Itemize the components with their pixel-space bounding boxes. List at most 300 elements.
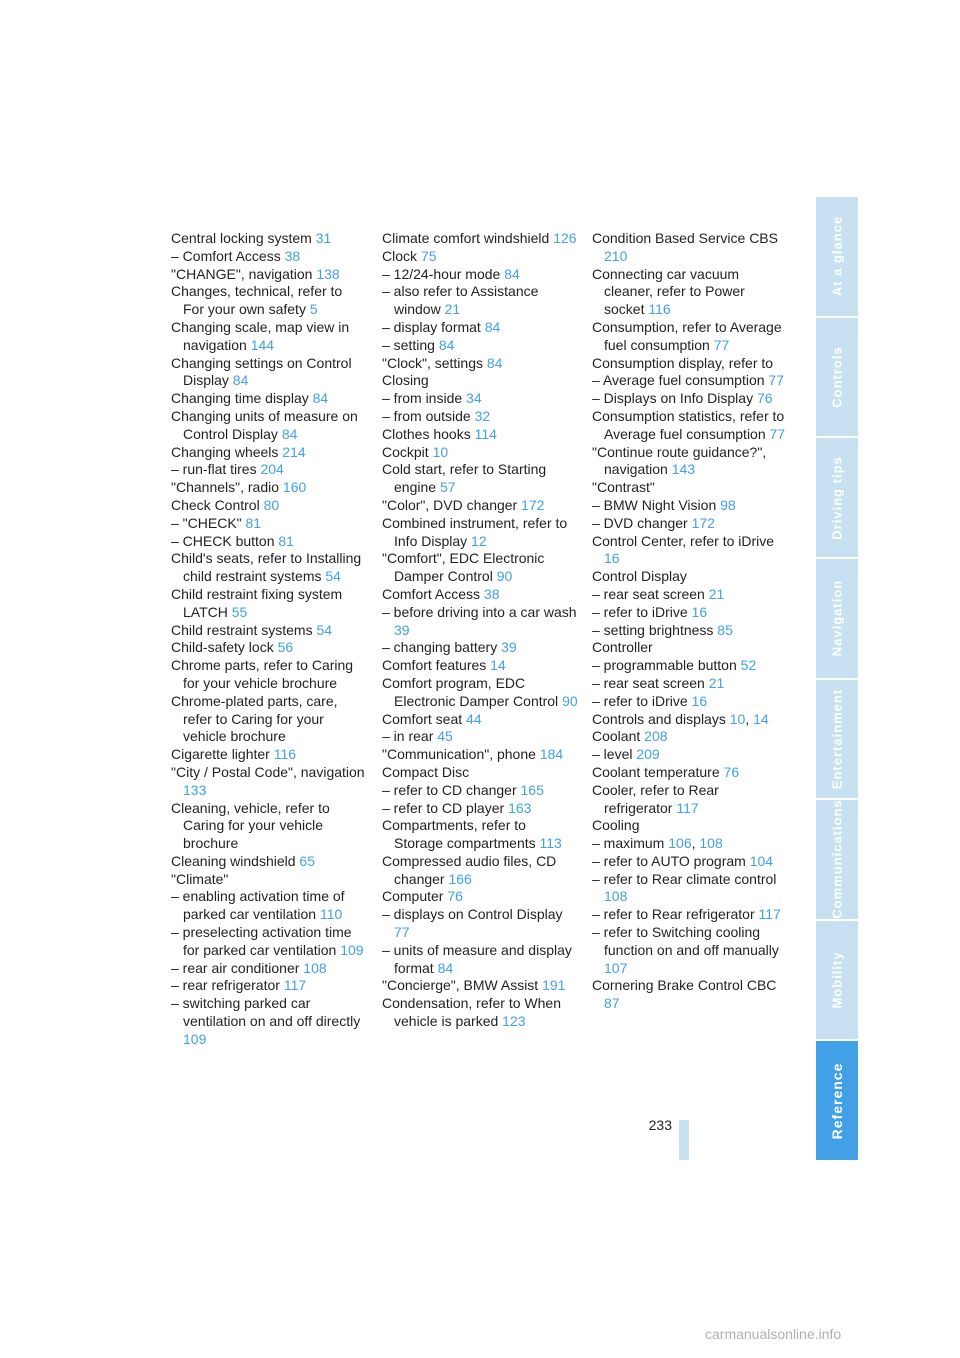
index-entry [382, 319, 578, 337]
index-entry-text: – units of measure and display format [382, 941, 572, 976]
index-entry-text: Chrome parts, refer to Caring for your vehicle brochure [171, 657, 354, 691]
index-entry-text: Coolant temperature [592, 763, 720, 780]
index-entry-text: – refer to CD player [382, 799, 505, 816]
index-entry [382, 604, 578, 640]
index-entry-text: – enabling activation time of parked car ventilation [171, 888, 345, 923]
page-reference-link[interactable]: 56 [277, 639, 294, 656]
nav-tab-label: Navigation [829, 579, 845, 657]
index-entry-text: – Displays on Info Display [592, 390, 754, 407]
index-entry-text: – programmable button [592, 657, 737, 674]
index-entry-text: – before driving into a car wash [382, 603, 577, 620]
index-entry [382, 372, 578, 390]
index-entry [382, 817, 578, 853]
index-entry-text: – run-flat tires [171, 461, 257, 478]
nav-tab-communications[interactable] [816, 800, 858, 919]
index-entry-text: – Average fuel consumption [592, 372, 765, 389]
index-entry [171, 550, 367, 586]
index-entry [382, 995, 578, 1031]
index-entry [171, 479, 367, 497]
section-nav [816, 197, 858, 1160]
index-entry-text: Child-safety lock [171, 639, 274, 656]
index-entry [592, 622, 788, 640]
index-entry [171, 408, 367, 444]
page-reference-link[interactable]: 76 [723, 763, 740, 780]
page-reference-link[interactable]: 12 [471, 532, 487, 549]
index-entry [592, 444, 788, 480]
page-reference-link[interactable]: 104 [749, 852, 774, 869]
index-entry-text: Coolant [592, 728, 641, 745]
index-entry [171, 248, 367, 266]
index-entry-text: – 12/24-hour mode [382, 265, 501, 282]
nav-tab-mobility[interactable] [816, 921, 858, 1040]
index-entry [592, 390, 788, 408]
page-reference-link[interactable]: 81 [278, 532, 294, 549]
index-entry [592, 408, 788, 444]
index-entry [382, 675, 578, 711]
index-entry [382, 550, 578, 586]
page-reference-link[interactable]: 114 [474, 425, 497, 442]
page-reference-link[interactable]: 84 [312, 390, 329, 407]
nav-tab-label: Entertainment [829, 688, 845, 790]
page-reference-link[interactable]: 113 [539, 835, 562, 852]
index-entry [171, 444, 367, 462]
index-entry [382, 800, 578, 818]
page-number: 233 [648, 1117, 672, 1133]
index-entry-text: Changing units of measure on Control Display [171, 407, 358, 442]
index-entry-text: Comfort program, EDC Electronic Damper Control [382, 674, 559, 709]
page-reference-link[interactable]: 54 [325, 568, 341, 585]
index-entry-text: Comfort features [382, 657, 487, 674]
index-entry-text: – displays on Control Display [382, 906, 563, 923]
page-reference-link[interactable]: 85 [717, 621, 733, 638]
index-entry [592, 266, 788, 319]
index-entry [592, 675, 788, 693]
index-entry-text: Chrome-plated parts, care, refer to Caring for your vehicle brochure [171, 692, 338, 745]
page-reference-link[interactable]: 31 [315, 230, 332, 246]
page-reference-link[interactable]: 14 [490, 657, 506, 674]
index-entry [171, 693, 367, 746]
index-entry [592, 533, 788, 569]
index-entry-text: – refer to AUTO program [592, 852, 746, 869]
index-entry-text: – Comfort Access [171, 247, 281, 264]
index-entry-text: Condition Based Service CBS [592, 230, 778, 246]
index-column-1 [171, 230, 367, 1049]
index-entry-text: – refer to iDrive [592, 603, 688, 620]
page-reference-link[interactable]: 138 [316, 265, 340, 282]
index-entry [171, 586, 367, 622]
index-entry-text: Consumption, refer to Average fuel consumption [592, 318, 782, 353]
index-entry [382, 728, 578, 746]
index-entry [382, 230, 578, 248]
index-entry [382, 426, 578, 444]
nav-tab-label: Reference [829, 1062, 845, 1140]
index-entry-text: "Communication", phone [382, 746, 536, 763]
index-entry [592, 746, 788, 764]
index-entry [592, 871, 788, 907]
index-entry [171, 622, 367, 640]
nav-tab-label: Controls [829, 346, 845, 408]
page-reference-link[interactable]: 84 [281, 425, 298, 442]
page-reference-link[interactable]: 210 [604, 247, 628, 264]
nav-tab-label: Driving tips [829, 455, 845, 540]
page-reference-link[interactable]: 84 [438, 336, 455, 353]
page-reference-link[interactable]: 191 [542, 977, 566, 994]
index-entry [382, 906, 578, 942]
index-entry-text: Clothes hooks [382, 425, 471, 442]
index-entry-text: – BMW Night Vision [592, 496, 717, 513]
index-entry [171, 924, 367, 960]
page-reference-link[interactable]: 54 [316, 621, 333, 638]
page-reference-link[interactable]: 144 [250, 336, 275, 353]
index-entry [171, 995, 367, 1048]
index-entry [382, 888, 578, 906]
index-entry [171, 515, 367, 533]
page-reference-link[interactable]: 81 [245, 514, 262, 531]
index-entry-text: – display format [382, 318, 481, 335]
index-entry [592, 497, 788, 515]
index-entry [592, 568, 788, 586]
index-entry-text: – in rear [382, 728, 434, 745]
index-entry-text: Closing [382, 372, 429, 389]
page-reference-link[interactable]: 84 [504, 265, 520, 282]
index-entry-text: – rear refrigerator [171, 977, 280, 994]
index-entry [382, 266, 578, 284]
page-reference-link[interactable]: 117 [758, 906, 781, 923]
index-entry [382, 746, 578, 764]
page-reference-link[interactable]: 45 [437, 728, 453, 745]
index-entry-text: Changing scale, map view in navigation [171, 318, 350, 353]
index-entry-text: Check Control [171, 496, 260, 513]
page-reference-link[interactable]: 133 [183, 781, 207, 798]
index-entry [592, 764, 788, 782]
index-entry-text: "Climate" [171, 870, 229, 887]
index-entry: – maximum 106, 108 [592, 835, 723, 852]
index-entry-text: – also refer to Assistance window [382, 283, 539, 318]
page-reference-link[interactable]: 108 [604, 888, 628, 905]
index-entry: Controls and displays 10, 14 [592, 710, 769, 727]
index-entry-text: Cooler, refer to Rear refrigerator [592, 781, 719, 816]
index-entry [171, 639, 367, 657]
page-reference-link[interactable]: 75 [420, 247, 437, 264]
page-reference-link[interactable]: 16 [691, 692, 708, 709]
index-entry [592, 853, 788, 871]
page-reference-link[interactable]: 165 [520, 781, 544, 798]
index-entry [171, 853, 367, 871]
index-entry [171, 977, 367, 995]
index-entry-text: Consumption display, refer to [592, 354, 774, 371]
page-reference-link[interactable]: 184 [539, 746, 564, 763]
nav-tab-label: Mobility [829, 951, 845, 1009]
page-reference-link[interactable]: 163 [508, 799, 532, 816]
index-column-3 [592, 230, 788, 1013]
index-entry [171, 871, 367, 889]
index-entry-text: Comfort seat [382, 710, 463, 727]
index-entry-text: – rear seat screen [592, 585, 705, 602]
index-entry [382, 977, 578, 995]
index-entry-text: Compressed audio files, CD changer [382, 852, 557, 887]
index-entry-text: Control Center, refer to iDrive [592, 532, 775, 549]
index-entry [592, 319, 788, 355]
page-reference-link[interactable]: 21 [708, 674, 725, 691]
page-reference-link[interactable]: 108 [303, 959, 327, 976]
index-entry-text: Compartments, refer to Storage compartments [382, 817, 536, 852]
index-entry-text: Child restraint systems [171, 621, 313, 638]
page-reference-link[interactable]: 44 [466, 710, 482, 727]
index-entry [592, 639, 788, 657]
index-entry-text: Connecting car vacuum cleaner, refer to Power socket [592, 265, 745, 318]
index-entry-text: Combined instrument, refer to Info Display [382, 514, 568, 549]
index-entry-text: Compact Disc [382, 763, 470, 780]
index-entry [382, 711, 578, 729]
index-entry [382, 853, 578, 889]
nav-tab-driving-tips[interactable] [816, 438, 858, 557]
page-reference-link[interactable]: 108 [699, 835, 723, 852]
index-entry [592, 372, 788, 390]
index-entry [592, 728, 788, 746]
index-entry-text: – rear seat screen [592, 674, 705, 691]
page-reference-link[interactable]: 208 [644, 728, 668, 745]
page-reference-link[interactable]: 166 [448, 870, 472, 887]
index-entry-text: – level [592, 746, 633, 763]
page-reference-link[interactable]: 106 [668, 835, 692, 852]
page-reference-link[interactable]: 32 [474, 407, 491, 424]
index-entry-text: – refer to Rear climate control [592, 870, 777, 887]
index-entry-text: Changing wheels [171, 443, 279, 460]
index-entry-text: Comfort Access [382, 585, 481, 602]
index-entry [382, 942, 578, 978]
index-entry-text: – setting [382, 336, 435, 353]
page-reference-link[interactable]: 77 [769, 425, 786, 442]
index-entry-text: – "CHECK" [171, 514, 242, 531]
page-reference-link[interactable]: 16 [604, 550, 620, 567]
index-entry-text: – DVD changer [592, 514, 688, 531]
page-reference-link[interactable]: 98 [720, 496, 736, 513]
index-entry-text: Climate comfort windshield [382, 230, 550, 246]
page-reference-link[interactable]: 84 [484, 318, 501, 335]
index-entry [382, 390, 578, 408]
index-entry-text: Central locking system [171, 230, 312, 246]
index-entry [592, 924, 788, 977]
index-entry-text: Controller [592, 639, 653, 656]
index-entry [382, 408, 578, 426]
page-reference-link[interactable]: 10 [729, 710, 746, 727]
page-number-tab [679, 1120, 689, 1160]
index-entry-text: "Continue route guidance?", navigation [592, 443, 767, 478]
page-reference-link[interactable]: 14 [753, 710, 769, 727]
page-reference-link[interactable]: 21 [708, 585, 725, 602]
index-entry-text: Changing settings on Control Display [171, 354, 352, 389]
page-reference-link[interactable]: 76 [447, 888, 463, 905]
page-reference-link[interactable]: 76 [756, 390, 773, 407]
index-entry-text: Computer [382, 888, 444, 905]
page-reference-link[interactable]: 80 [263, 496, 280, 513]
page-reference-link[interactable]: 126 [553, 230, 577, 246]
index-entry [592, 515, 788, 533]
page-reference-link[interactable]: 116 [648, 301, 671, 318]
index-entry [171, 266, 367, 284]
index-entry [382, 444, 578, 462]
page-reference-link[interactable]: 57 [439, 479, 456, 496]
index-entry [382, 461, 578, 497]
page-reference-link[interactable]: 34 [466, 390, 482, 407]
nav-tab-entertainment[interactable] [816, 680, 858, 799]
index-entry [382, 248, 578, 266]
index-entry-text: Cold start, refer to Starting engine [382, 461, 547, 496]
page-reference-link[interactable]: 143 [671, 461, 696, 478]
page-reference-link[interactable]: 172 [691, 514, 715, 531]
page-reference-link[interactable]: 5 [309, 301, 318, 318]
index-entry [592, 977, 788, 1013]
index-entry-text: – setting brightness [592, 621, 714, 638]
nav-tab-controls[interactable] [816, 318, 858, 437]
index-entry-text: – CHECK button [171, 532, 275, 549]
page-reference-link[interactable]: 52 [740, 657, 757, 674]
index-entry [382, 515, 578, 551]
index-entry-text: – refer to Rear refrigerator [592, 906, 755, 923]
page-reference-link[interactable]: 84 [232, 372, 249, 389]
page-reference-link[interactable]: 38 [483, 585, 500, 602]
page-reference-link[interactable]: 90 [562, 692, 578, 709]
index-entry-text: "Channels", radio [171, 479, 280, 496]
page-reference-link[interactable]: 39 [394, 621, 410, 638]
index-entry [171, 657, 367, 693]
index-entry-text: Cornering Brake Control CBC [592, 977, 777, 994]
index-entry [592, 586, 788, 604]
page-reference-link[interactable]: 38 [284, 247, 301, 264]
page-reference-link[interactable]: 16 [691, 603, 708, 620]
index-entry-text: – rear air conditioner [171, 959, 300, 976]
index-entry-text: – refer to CD changer [382, 781, 517, 798]
index-entry-text: Condensation, refer to When vehicle is parked [382, 995, 561, 1030]
page-reference-link[interactable]: 21 [444, 301, 461, 318]
index-entry [382, 639, 578, 657]
index-entry-text: Cooling [592, 817, 640, 834]
index-entry [382, 586, 578, 604]
nav-tab-at-a-glance[interactable] [816, 197, 858, 316]
index-entry-text: Cleaning windshield [171, 852, 296, 869]
index-entry [592, 355, 788, 373]
index-entry [171, 497, 367, 515]
index-entry-text: Controls and displays [592, 710, 726, 727]
index-entry [171, 283, 367, 319]
page-reference-link[interactable]: 109 [183, 1030, 207, 1047]
index-entry [382, 497, 578, 515]
index-entry [171, 461, 367, 479]
page-reference-link[interactable]: 109 [340, 941, 364, 958]
page-reference-link[interactable]: 116 [273, 746, 297, 763]
index-column-2 [382, 230, 578, 1031]
index-entry-text: – from outside [382, 407, 471, 424]
index-entry-text: "CHANGE", navigation [171, 265, 313, 282]
index-entry [592, 817, 788, 835]
index-entry [592, 657, 788, 675]
index-entry [382, 764, 578, 782]
page-reference-link[interactable]: 65 [299, 852, 315, 869]
index-entry-text: Consumption statistics, refer to Average fuel consumption [592, 407, 785, 442]
page-reference-link[interactable]: 10 [432, 443, 449, 460]
index-entry-text: – preselecting activation time for parked car ventilation [171, 924, 352, 958]
index-entry [592, 782, 788, 818]
nav-tab-label: Communications [829, 799, 845, 920]
index-entry [382, 657, 578, 675]
page-reference-link[interactable]: 87 [604, 995, 620, 1012]
index-entry [592, 906, 788, 924]
index-entry-text: "Contrast" [592, 479, 655, 496]
index-entry [171, 888, 367, 924]
index-entry-text: Child's seats, refer to Installing child restraint systems [171, 550, 362, 585]
index-entry [592, 230, 788, 266]
page-reference-link[interactable]: 117 [283, 977, 307, 994]
index-entry [382, 355, 578, 373]
page-reference-link[interactable]: 214 [282, 443, 306, 460]
page-reference-link[interactable]: 84 [437, 959, 454, 976]
index-entry [382, 782, 578, 800]
index-entry-text: – switching parked car ventilation on and off directly [171, 995, 361, 1030]
page-reference-link[interactable]: 117 [676, 799, 699, 816]
index-entry-text: Cockpit [382, 443, 429, 460]
index-entry-text: – refer to Switching cooling function on and off manually [592, 924, 779, 958]
page-reference-link[interactable]: 55 [231, 603, 248, 620]
page-reference-link[interactable]: 160 [282, 479, 307, 496]
index-entry [171, 533, 367, 551]
index-entry-text: Cleaning, vehicle, refer to Caring for your vehicle brochure [171, 799, 330, 852]
index-entry-text: Clock [382, 247, 418, 264]
page-reference-link[interactable]: 77 [394, 924, 410, 941]
index-entry-text: "Concierge", BMW Assist [382, 977, 539, 994]
index-entry [171, 960, 367, 978]
index-entry [382, 337, 578, 355]
index-entry [171, 230, 367, 248]
index-entry [592, 479, 788, 497]
page-reference-link[interactable]: 39 [501, 639, 517, 656]
index-entry [592, 604, 788, 622]
index-entry-text: Cigarette lighter [171, 746, 270, 763]
page-reference-link[interactable]: 84 [486, 354, 503, 371]
index-entry [171, 764, 367, 800]
watermark: carmanualsonline.info [705, 1326, 842, 1342]
index-entry-text: "Comfort", EDC Electronic Damper Control [382, 550, 545, 585]
page-reference-link[interactable]: 90 [496, 568, 513, 585]
index-entry [171, 800, 367, 853]
nav-tab-reference[interactable] [816, 1041, 858, 1160]
index-entry-text: "Clock", settings [382, 354, 483, 371]
page-reference-link[interactable]: 110 [319, 906, 343, 923]
index-entry-text: Changing time display [171, 390, 309, 407]
page-reference-link[interactable]: 172 [521, 496, 545, 513]
index-entry [171, 319, 367, 355]
index-entry-text: – maximum [592, 835, 665, 852]
page-reference-link[interactable]: 209 [636, 746, 660, 763]
index-entry-text: Changes, technical, refer to For your own safety [171, 283, 343, 318]
page-reference-link[interactable]: 123 [502, 1013, 526, 1030]
index-entry-text: Child restraint fixing system LATCH [171, 585, 343, 620]
index-entry [171, 746, 367, 764]
page-reference-link[interactable]: 77 [713, 336, 730, 353]
index-entry [171, 390, 367, 408]
index-entry-text: "City / Postal Code", navigation [171, 763, 365, 780]
index-entry [592, 693, 788, 711]
nav-tab-navigation[interactable] [816, 559, 858, 678]
index-entry [382, 283, 578, 319]
page-reference-link[interactable]: 204 [260, 461, 284, 478]
page-reference-link[interactable]: 77 [768, 372, 784, 389]
index-entry-text: Control Display [592, 568, 687, 585]
index-entry-text: – from inside [382, 390, 463, 407]
index-entry [171, 355, 367, 391]
index-entry-text: "Color", DVD changer [382, 496, 518, 513]
page-reference-link[interactable]: 107 [604, 959, 628, 976]
index-entry-text: – refer to iDrive [592, 692, 688, 709]
